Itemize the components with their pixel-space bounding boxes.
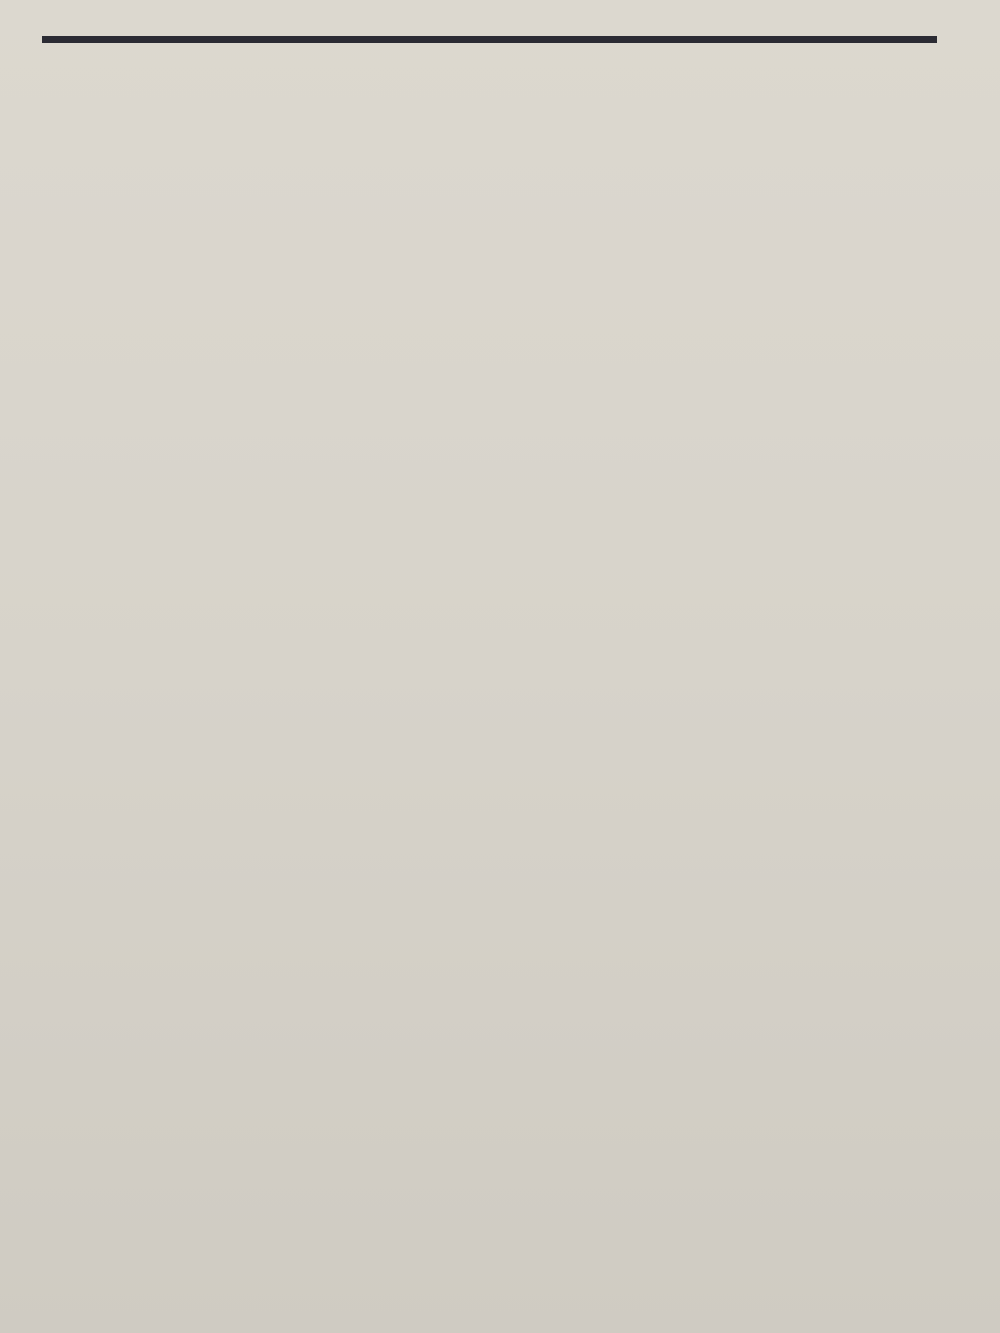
top-thick-rule	[42, 36, 937, 43]
